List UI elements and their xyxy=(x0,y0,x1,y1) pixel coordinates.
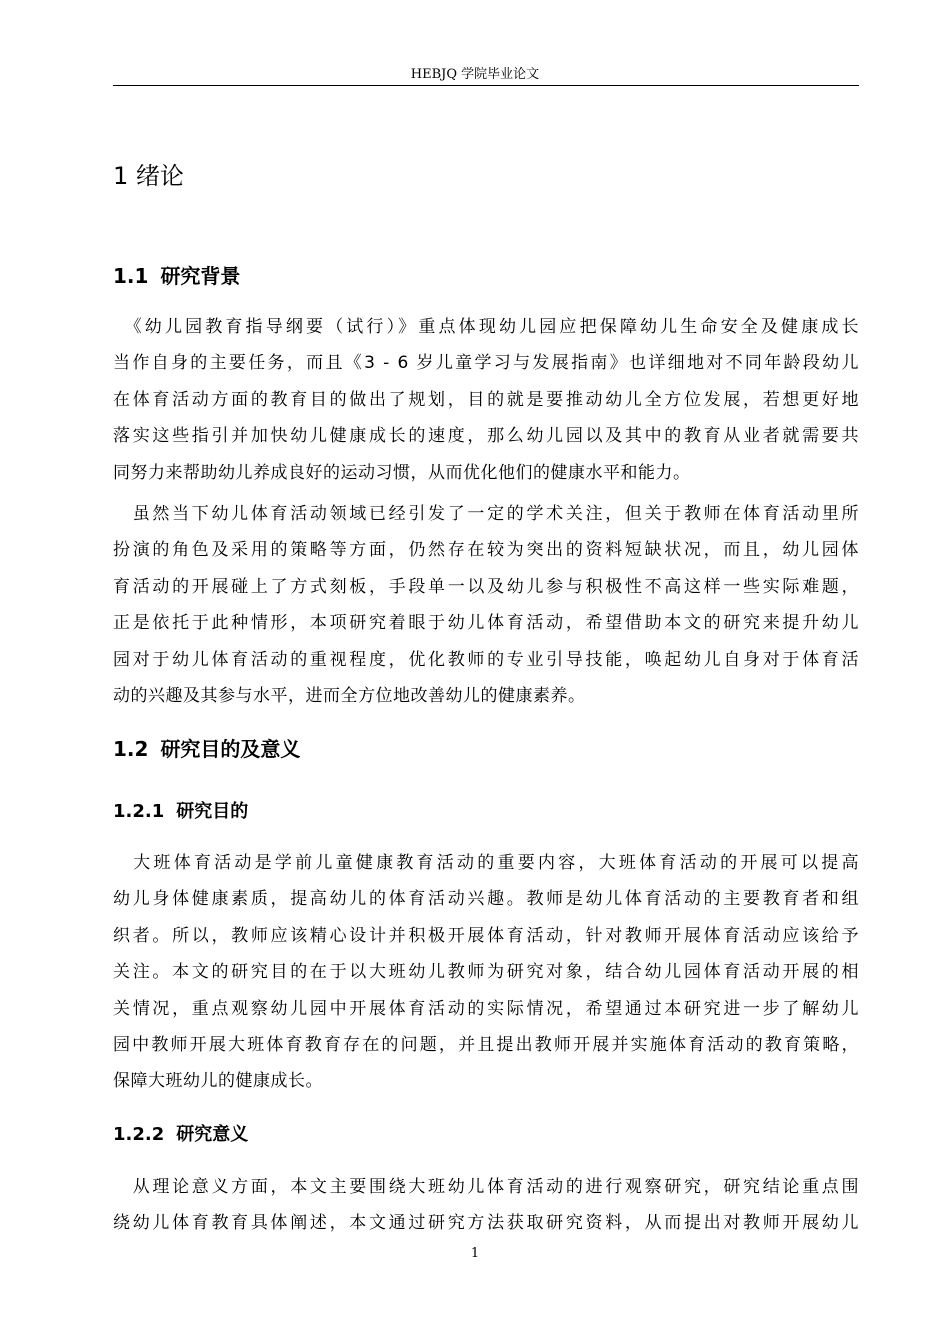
paragraph-line: 幼儿身体健康素质，提高幼儿的体育活动兴趣。教师是幼儿体育活动的主要教育者和组 xyxy=(113,889,859,910)
paragraph-line: 在体育活动方面的教育目的做出了规划，目的就是要推动幼儿全方位发展，若想更好地 xyxy=(113,389,859,410)
section-heading-1-2 xyxy=(113,735,300,763)
section-title: 研究目的 xyxy=(176,801,249,822)
chapter-title: 1 绪论 xyxy=(113,162,184,190)
section-title: 研究意义 xyxy=(176,1124,249,1145)
paragraph-line: 正是依托于此种情形，本项研究着眼于幼儿体育活动，希望借助本文的研究来提升幼儿 xyxy=(113,613,859,634)
section-heading-1-1 xyxy=(113,262,240,290)
paragraph-line: 育活动的开展碰上了方式刻板，手段单一以及幼儿参与积极性不高这样一些实际难题， xyxy=(113,576,859,597)
header-rule xyxy=(113,85,859,86)
section-number: 1.2 xyxy=(113,737,149,761)
paragraph-significance xyxy=(113,1169,859,1242)
section-number: 1.2.2 xyxy=(113,1124,165,1145)
running-header: HEBJQ 学院毕业论文 xyxy=(410,67,540,82)
paragraph-line: 落实这些指引并加快幼儿健康成长的速度，那么幼儿园以及其中的教育从业者就需要共 xyxy=(113,426,859,447)
section-title: 研究背景 xyxy=(160,264,241,288)
paragraph-line: 从理论意义方面，本文主要围绕大班幼儿体育活动的进行观察研究，研究结论重点围 xyxy=(113,1177,859,1197)
section-number: 1.2.1 xyxy=(113,801,165,822)
paragraph-line: 园中教师开展大班体育教育存在的问题，并且提出教师开展并实施体育活动的教育策略， xyxy=(113,1034,859,1055)
subsection-heading-1-2-1 xyxy=(113,799,248,825)
paragraph-line: 扮演的角色及采用的策略等方面，仍然存在较为突出的资料短缺状况，而且，幼儿园体 xyxy=(113,540,859,561)
paragraph-line: 关注。本文的研究目的在于以大班幼儿教师为研究对象，结合幼儿园体育活动开展的相 xyxy=(113,962,859,983)
paragraph-line: 虽然当下幼儿体育活动领域已经引发了一定的学术关注，但关于教师在体育活动里所 xyxy=(113,504,859,524)
page-number: 1 xyxy=(470,1246,480,1261)
subsection-heading-1-2-2 xyxy=(113,1122,248,1148)
paragraph-purpose xyxy=(113,845,859,1100)
paragraph-line: 关情况，重点观察幼儿园中开展体育活动的实际情况，希望通过本研究进一步了解幼儿 xyxy=(113,998,859,1019)
paragraph-line: 园对于幼儿体育活动的重视程度，优化教师的专业引导技能，唤起幼儿自身对于体育活 xyxy=(113,649,859,670)
paragraph-line: 大班体育活动是学前儿童健康教育活动的重要内容，大班体育活动的开展可以提高 xyxy=(113,853,859,873)
paragraph-line: 当作自身的主要任务，而且《3 - 6 岁儿童学习与发展指南》也详细地对不同年龄段幼儿 xyxy=(113,353,859,374)
paragraph-background-2 xyxy=(113,496,859,714)
section-title: 研究目的及意义 xyxy=(160,737,301,761)
paragraph-line: 绕幼儿体育教育具体阐述，本文通过研究方法获取研究资料，从而提出对教师开展幼儿 xyxy=(113,1213,859,1234)
paragraph-line: 织者。所以，教师应该精心设计并积极开展体育活动，针对教师开展体育活动应该给予 xyxy=(113,925,859,946)
paragraph-line: 保障大班幼儿的健康成长。 xyxy=(113,1071,323,1092)
section-number: 1.1 xyxy=(113,264,149,288)
paragraph-background-1 xyxy=(113,309,859,491)
paragraph-line: 动的兴趣及其参与水平，进而全方位地改善幼儿的健康素养。 xyxy=(113,685,586,706)
paragraph-line: 《幼儿园教育指导纲要（试行）》重点体现幼儿园应把保障幼儿生命安全及健康成长 xyxy=(113,317,859,337)
paragraph-line: 同努力来帮助幼儿养成良好的运动习惯，从而优化他们的健康水平和能力。 xyxy=(113,462,691,483)
